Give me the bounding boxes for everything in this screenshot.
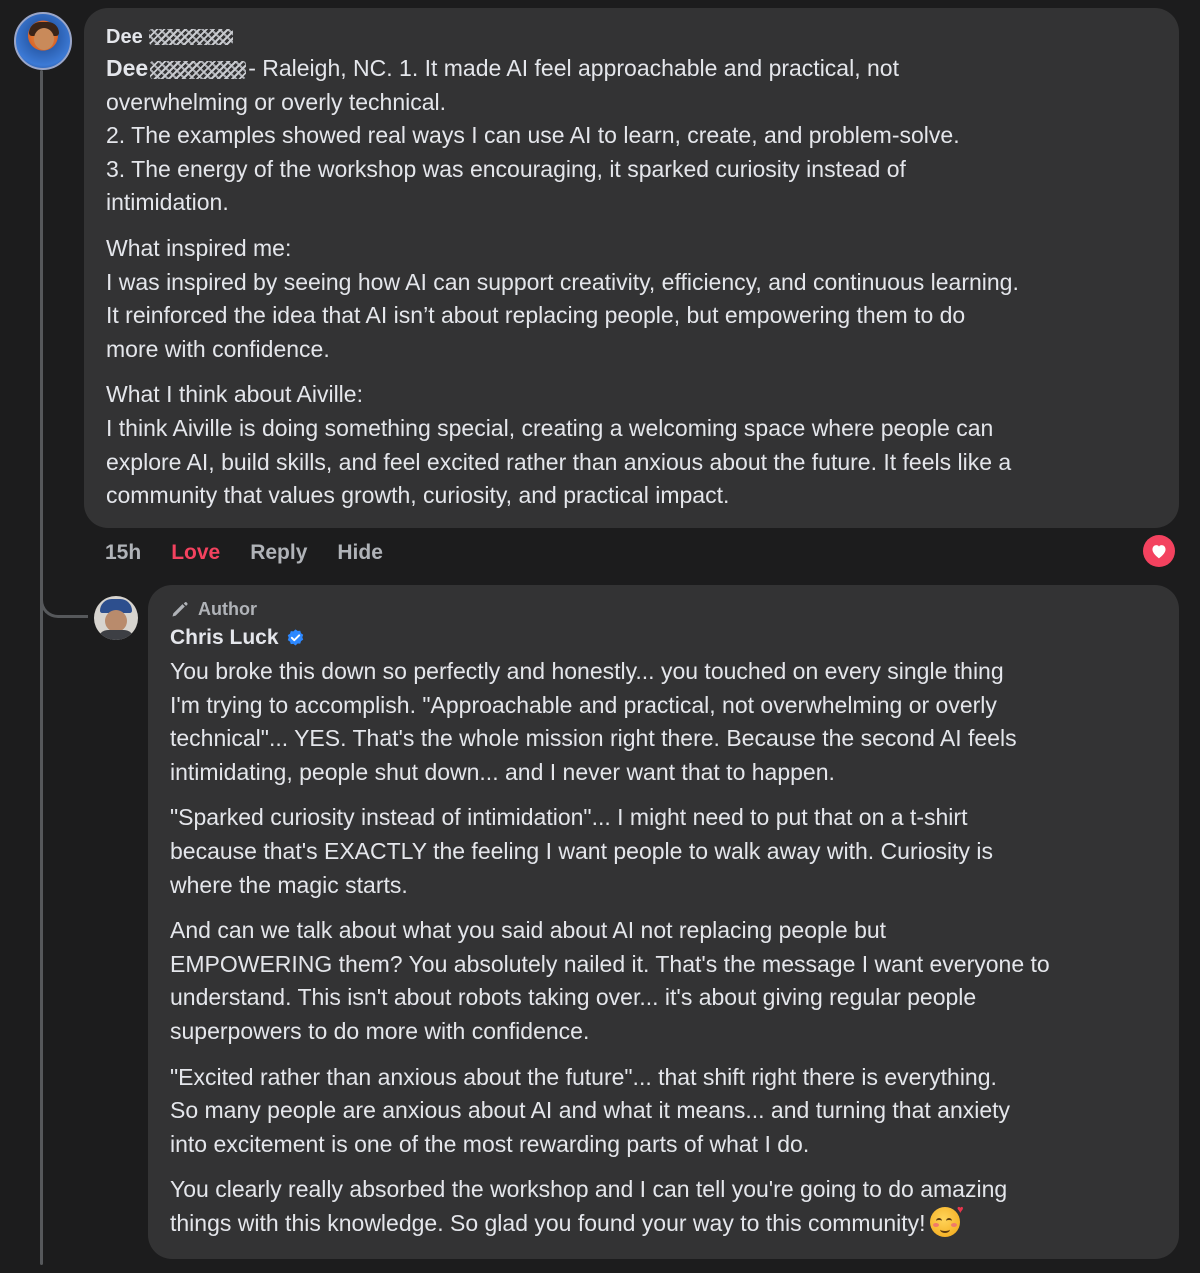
reply-button[interactable]: Reply xyxy=(250,541,308,564)
avatar[interactable] xyxy=(14,12,72,70)
comment-body-author: Dee xyxy=(106,55,149,81)
hide-button[interactable]: Hide xyxy=(337,541,383,564)
comment-body: Dee - Raleigh, NC. 1. It made AI feel approachable and practical, not overwhelming or overly technical. 2. The examples showed real ways I can use AI to learn, create, and problem-solve. 3. The energy of the workshop was encouraging, it sparked curiosity instead of intimidation. What inspired me: I was inspired by seeing how AI can support creativity, efficiency, and continuous learning. It reinforced the idea that AI isn’t about replacing people, but empowering them to do more with confidence. What I think about Aiville: I think Aiville is doing something special, creating a welcoming space where people can explore AI, build skills, and feel excited rather than anxious about the future. It feels like a community that values growth, curiosity, and practical impact. xyxy=(106,55,1019,509)
timestamp[interactable]: 15h xyxy=(105,541,142,564)
reply-bubble xyxy=(148,585,1179,1259)
reply-connector xyxy=(40,560,88,618)
verified-badge-icon xyxy=(285,628,306,649)
smiling-face-with-hearts-icon: ♥ xyxy=(930,1207,960,1237)
comment-bubble xyxy=(84,8,1179,528)
redacted-surname xyxy=(150,61,246,79)
author-badge: Author xyxy=(170,597,1157,621)
thread-line xyxy=(40,70,43,1265)
comment-actions xyxy=(105,536,383,570)
reply-body: You broke this down so perfectly and honestly... you touched on every single thing I'm trying to accomplish. "Approachable and practical, not overwhelming or overly technical"... YES. That's the whole mission right there. Because the second AI feels intimidating, people shut down... and I never want that to happen. "Sparked curiosity instead of intimidation"... I might need to put that on a t-shirt because that's EXACTLY the feeling I want people to walk away with. Curiosity is where the magic starts. And can we talk about what you said about AI not replacing people but EMPOWERING them? You absolutely nailed it. That's the message I want everyone to understand. This isn't about robots taking over... it's about giving regular people superpowers to do more with confidence. "Excited rather than anxious about the future"... that shift right there is everything. So many people are anxious about AI and what it means... and turning that anxiety into excitement is one of the most rewarding parts of what I do. You clearly really absorbed the workshop and I can tell you're going to do amazing things with this knowledge. So glad you found your way to this community! ♥ xyxy=(170,658,1050,1236)
heart-icon xyxy=(1150,543,1168,559)
comment-author-name[interactable]: Dee xyxy=(106,22,1157,52)
heart-icon[interactable] xyxy=(1143,535,1175,567)
redacted-surname xyxy=(149,29,233,45)
reply-author-name[interactable]: Chris Luck xyxy=(170,621,1157,655)
love-button[interactable]: Love xyxy=(171,541,221,564)
avatar[interactable] xyxy=(94,596,138,640)
pencil-icon xyxy=(170,599,190,619)
